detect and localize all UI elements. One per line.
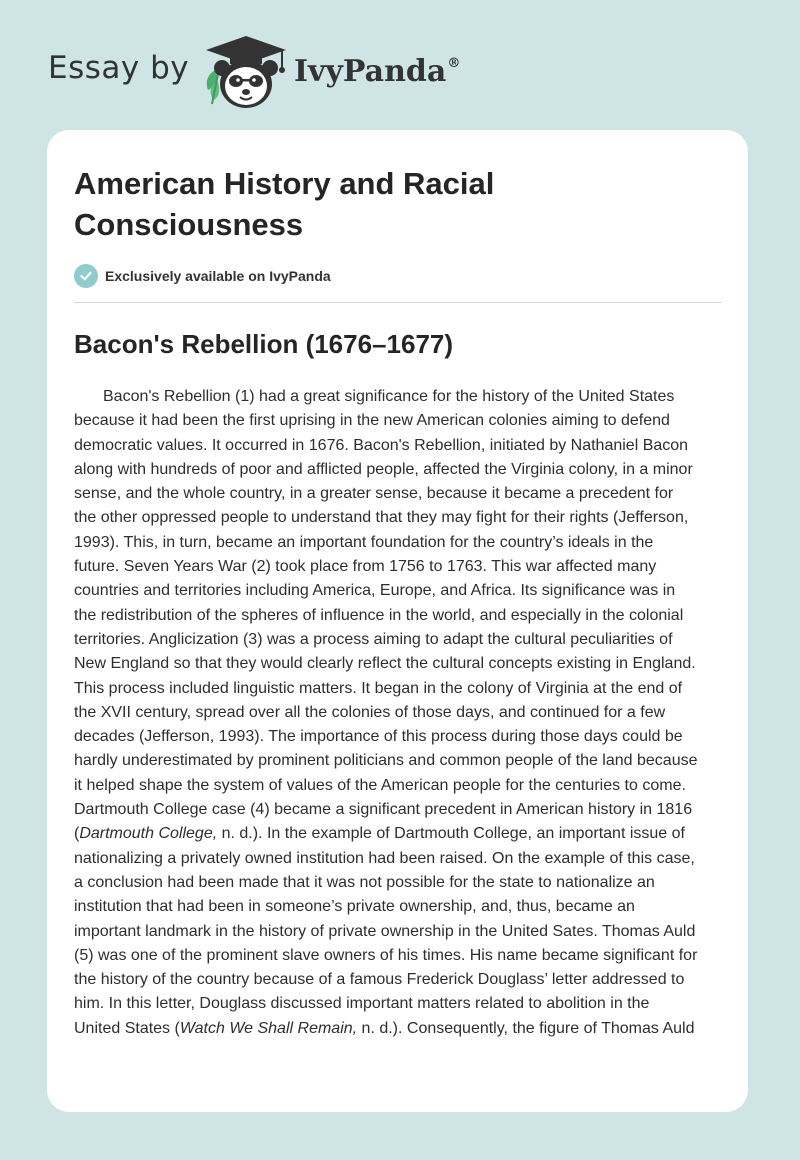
text-line [74,1017,724,1041]
text-line [74,822,724,846]
citation-paren: ( [74,825,80,843]
exclusive-badge [74,263,331,289]
citation-title: Dartmouth College, [79,825,218,843]
text-line: the XVII century, spread over all the colonies of those days, and continued for a few [74,703,666,721]
check-icon [74,264,98,288]
text-line: sense, and the whole country, in a greater sense, because it became a precedent for [74,485,674,503]
text-line: along with hundreds of poor and afflicted people, affected the Virginia colony, in a minor [74,460,693,478]
text-line: This process included linguistic matters. It began in the colony of Virginia at the end of [74,679,683,697]
text-line: him. In this letter, Douglass discussed important matters related to abolition in the [74,995,650,1013]
text-line: New England so that they would clearly reflect the cultural concepts existing in England. [74,655,696,673]
text-line: decades (Jefferson, 1993). The importance of this process during those days could be [74,728,683,746]
text-line: the redistribution of the spheres of influence in the world, and especially in the colonial [74,606,684,624]
title-line: American History and Racial [74,166,495,201]
text-line: Dartmouth College case (4) became a significant precedent in American history in 1816 [74,801,693,819]
text-line: institution that had been in someone’s private ownership, and, thus, became an [74,898,635,916]
text-line: the history of the country because of a famous Frederick Douglass’ letter addressed to [74,971,685,989]
text-line: hardly underestimated by prominent politicians and common people of the land because [74,752,698,770]
text-line: (5) was one of the prominent slave owners of his times. His name became significant for [74,946,698,964]
title-line: Consciousness [74,207,304,242]
essay-card [47,130,748,1112]
text-line: territories. Anglicization (3) was a process aiming to adapt the cultural peculiarities of [74,630,673,648]
text-line: nationalizing a privately owned institution had been raised. On the example of this case, [74,849,695,867]
section-heading: Bacon's Rebellion (1676–1677) [74,329,454,359]
text-line: the other oppressed people to understand that they may fight for their rights (Jefferson, [74,509,689,527]
text-line: a conclusion had been made that it was not possible for the state to nationalize an [74,873,655,891]
panda-graduate-icon[interactable] [202,34,290,110]
citation-title: Watch We Shall Remain, [179,1019,358,1037]
exclusive-badge-text: Exclusively available on IvyPanda [105,268,331,284]
brand-name-text: IvyPanda [294,54,447,89]
text-line: future. Seven Years War (2) took place from 1756 to 1763. This war affected many [74,558,657,576]
page-title [74,163,694,245]
text-line-rest: n. d.). Consequently, the figure of Thomas Auld [357,1019,695,1037]
divider [74,302,722,303]
text-line: 1993). This, in turn, became an important foundation for the country’s ideals in the [74,533,654,551]
text-line: important landmark in the history of private ownership in the United Sates. Thomas Auld [74,922,696,940]
text-line: democratic values. It occurred in 1676. Bacon's Rebellion, initiated by Nathaniel Bacon [74,436,689,454]
text-line-start: United States ( [74,1019,180,1037]
essay-body [74,385,724,1041]
text-line: Bacon's Rebellion (1) had a great significance for the history of the United States [103,388,675,405]
text-line-rest: n. d.). In the example of Dartmouth College, an important issue of [217,825,685,843]
brand-name[interactable] [294,54,460,89]
essay-by-label: Essay by [48,50,190,86]
registered-mark: ® [447,56,461,71]
text-line: it helped shape the system of values of the American people for the centuries to come. [74,776,686,794]
text-line: countries and territories including America, Europe, and Africa. Its significance was in [74,582,676,600]
text-line: because it had been the first uprising in the new American colonies aiming to defend [74,412,670,430]
site-header [48,32,548,112]
